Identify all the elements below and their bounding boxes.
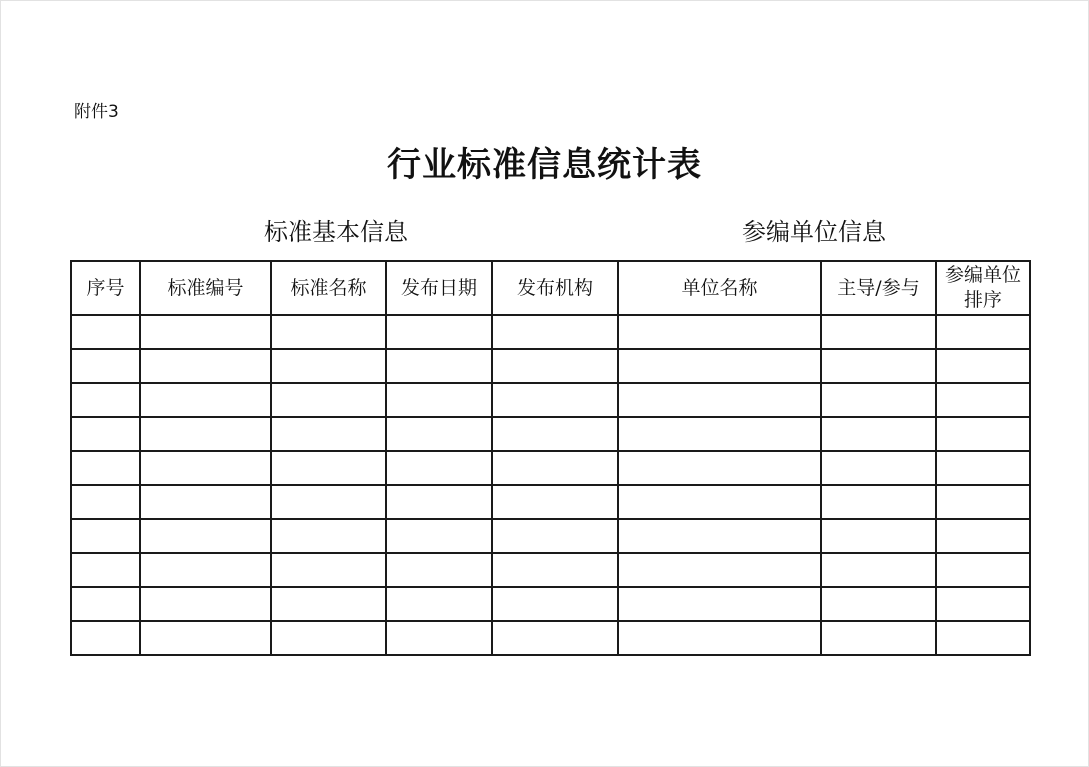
table-cell-role[interactable] — [821, 349, 936, 383]
table-cell-role[interactable] — [821, 315, 936, 349]
table-cell-std-no[interactable] — [140, 485, 271, 519]
table-cell-std-no[interactable] — [140, 519, 271, 553]
table-cell-std-no[interactable] — [140, 349, 271, 383]
table-cell-pub-org[interactable] — [492, 485, 618, 519]
table-cell-seq[interactable] — [71, 587, 140, 621]
table-cell-unit-name[interactable] — [618, 349, 821, 383]
table-cell-pub-date[interactable] — [386, 587, 492, 621]
table-cell-unit-rank[interactable] — [936, 451, 1030, 485]
table-cell-seq[interactable] — [71, 485, 140, 519]
table-cell-std-name[interactable] — [271, 621, 386, 655]
table-row — [71, 553, 1030, 587]
table-cell-unit-name[interactable] — [618, 519, 821, 553]
table-row — [71, 587, 1030, 621]
table-cell-unit-name[interactable] — [618, 587, 821, 621]
table-cell-role[interactable] — [821, 451, 936, 485]
header-role: 主导/参与 — [821, 261, 936, 315]
table-cell-pub-org[interactable] — [492, 553, 618, 587]
table-cell-unit-name[interactable] — [618, 621, 821, 655]
document-title: 行业标准信息统计表 — [387, 145, 702, 185]
section-heading-unit-info: 参编单位信息 — [742, 218, 886, 246]
table-cell-std-name[interactable] — [271, 451, 386, 485]
table-cell-seq[interactable] — [71, 315, 140, 349]
table-row — [71, 417, 1030, 451]
table-cell-unit-rank[interactable] — [936, 383, 1030, 417]
table-cell-unit-rank[interactable] — [936, 621, 1030, 655]
table-cell-pub-org[interactable] — [492, 315, 618, 349]
table-row — [71, 621, 1030, 655]
table-cell-pub-date[interactable] — [386, 485, 492, 519]
table-cell-unit-rank[interactable] — [936, 485, 1030, 519]
table-cell-pub-date[interactable] — [386, 621, 492, 655]
table-cell-seq[interactable] — [71, 451, 140, 485]
statistics-table — [70, 260, 1031, 656]
table-cell-std-name[interactable] — [271, 587, 386, 621]
table-body — [71, 315, 1030, 655]
table-cell-pub-date[interactable] — [386, 315, 492, 349]
table-cell-role[interactable] — [821, 485, 936, 519]
header-unit-name: 单位名称 — [618, 261, 821, 315]
table-cell-pub-date[interactable] — [386, 417, 492, 451]
header-standard-name: 标准名称 — [271, 261, 386, 315]
table-row — [71, 519, 1030, 553]
table-cell-std-no[interactable] — [140, 315, 271, 349]
table-cell-pub-org[interactable] — [492, 383, 618, 417]
table-cell-seq[interactable] — [71, 553, 140, 587]
table-cell-unit-name[interactable] — [618, 485, 821, 519]
table-cell-pub-date[interactable] — [386, 519, 492, 553]
table-cell-role[interactable] — [821, 519, 936, 553]
table-row — [71, 349, 1030, 383]
table-cell-std-no[interactable] — [140, 451, 271, 485]
table-row — [71, 315, 1030, 349]
table-cell-std-name[interactable] — [271, 383, 386, 417]
table-cell-std-name[interactable] — [271, 349, 386, 383]
table-cell-pub-org[interactable] — [492, 349, 618, 383]
header-standard-number: 标准编号 — [140, 261, 271, 315]
table-cell-unit-name[interactable] — [618, 553, 821, 587]
header-publish-org: 发布机构 — [492, 261, 618, 315]
table-cell-std-name[interactable] — [271, 417, 386, 451]
table-cell-unit-name[interactable] — [618, 383, 821, 417]
table-cell-std-name[interactable] — [271, 519, 386, 553]
attachment-label: 附件3 — [74, 102, 119, 122]
table-cell-unit-rank[interactable] — [936, 315, 1030, 349]
header-unit-rank: 参编单位排序 — [936, 261, 1030, 315]
table-cell-unit-name[interactable] — [618, 417, 821, 451]
table-cell-pub-org[interactable] — [492, 417, 618, 451]
table-cell-std-name[interactable] — [271, 315, 386, 349]
table-cell-unit-rank[interactable] — [936, 417, 1030, 451]
table-cell-unit-rank[interactable] — [936, 587, 1030, 621]
table-cell-pub-org[interactable] — [492, 519, 618, 553]
header-publish-date: 发布日期 — [386, 261, 492, 315]
table-cell-role[interactable] — [821, 621, 936, 655]
table-cell-role[interactable] — [821, 417, 936, 451]
table-cell-seq[interactable] — [71, 519, 140, 553]
table-cell-pub-org[interactable] — [492, 587, 618, 621]
table-row — [71, 451, 1030, 485]
table-cell-pub-date[interactable] — [386, 553, 492, 587]
table-row — [71, 383, 1030, 417]
table-cell-std-no[interactable] — [140, 621, 271, 655]
table-cell-role[interactable] — [821, 587, 936, 621]
table-cell-std-name[interactable] — [271, 485, 386, 519]
table-cell-role[interactable] — [821, 383, 936, 417]
table-cell-seq[interactable] — [71, 383, 140, 417]
table-cell-unit-name[interactable] — [618, 451, 821, 485]
table-cell-unit-rank[interactable] — [936, 519, 1030, 553]
table-row — [71, 485, 1030, 519]
table-cell-unit-rank[interactable] — [936, 349, 1030, 383]
table-cell-seq[interactable] — [71, 417, 140, 451]
table-cell-pub-date[interactable] — [386, 349, 492, 383]
table-cell-pub-org[interactable] — [492, 621, 618, 655]
table-cell-std-name[interactable] — [271, 553, 386, 587]
section-heading-basic-info: 标准基本信息 — [264, 218, 408, 246]
table-cell-std-no[interactable] — [140, 553, 271, 587]
table-cell-pub-date[interactable] — [386, 383, 492, 417]
table-cell-pub-org[interactable] — [492, 451, 618, 485]
table-cell-std-no[interactable] — [140, 417, 271, 451]
table-cell-unit-name[interactable] — [618, 315, 821, 349]
header-seq: 序号 — [71, 261, 140, 315]
table-cell-pub-date[interactable] — [386, 451, 492, 485]
table-cell-unit-rank[interactable] — [936, 553, 1030, 587]
table-cell-seq[interactable] — [71, 621, 140, 655]
table-cell-std-no[interactable] — [140, 383, 271, 417]
table-cell-role[interactable] — [821, 553, 936, 587]
table-cell-seq[interactable] — [71, 349, 140, 383]
table-header-row — [71, 261, 1030, 315]
table-cell-std-no[interactable] — [140, 587, 271, 621]
